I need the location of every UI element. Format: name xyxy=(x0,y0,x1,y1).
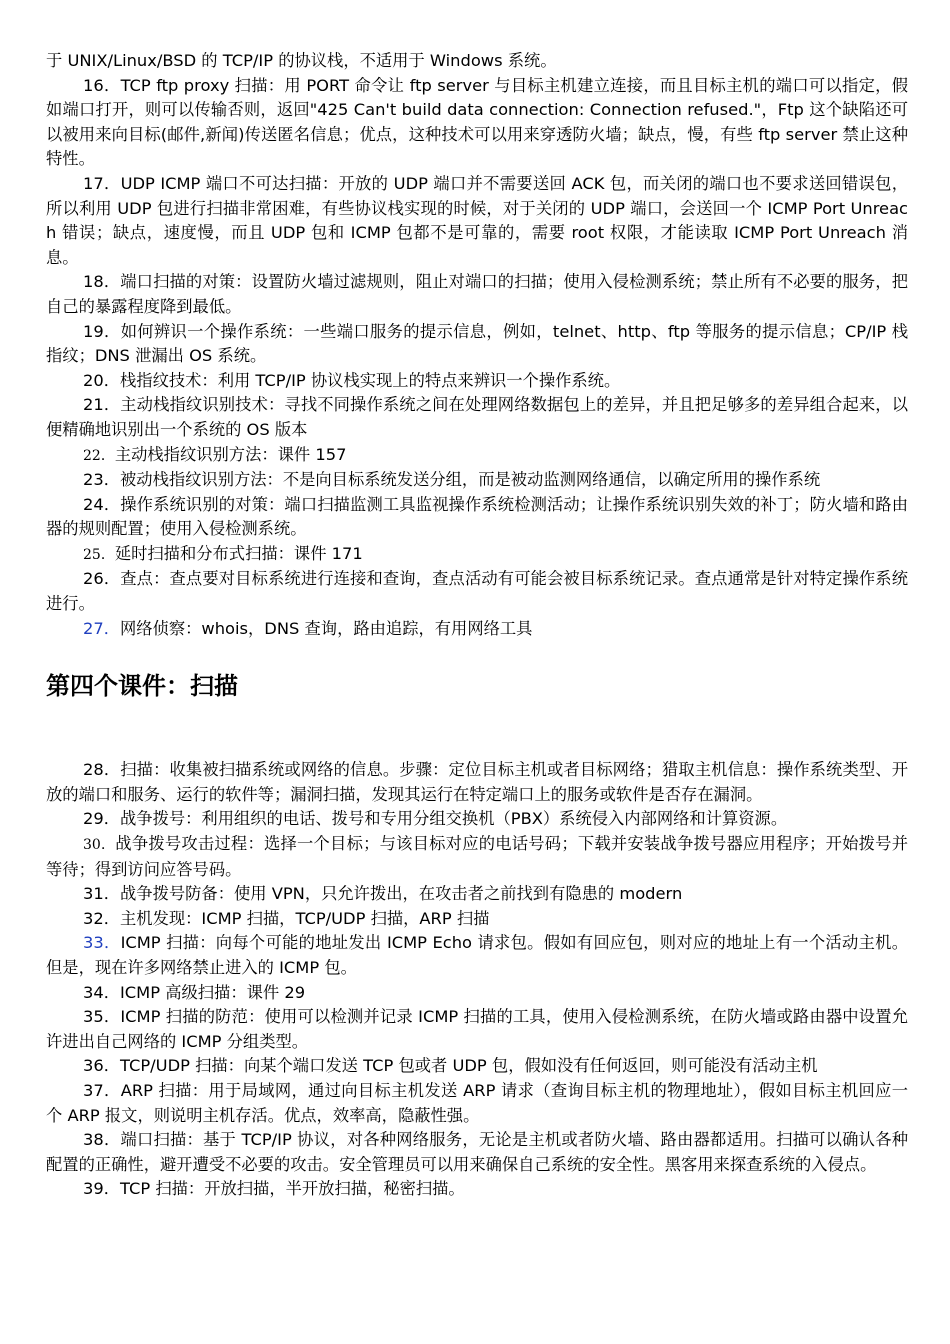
item-number: 29． xyxy=(83,809,120,829)
list-item xyxy=(46,832,908,882)
item-text: 如何辨识一个操作系统：一些端口服务的提示信息，例如，telnet、http、ftp 等服务的提示信息；CP/IP 栈指纹；DNS 泄漏出 OS 系统。 xyxy=(46,321,908,366)
item-text: 主动栈指纹识别方法：课件 157 xyxy=(114,444,347,464)
item-number: 34． xyxy=(83,982,120,1002)
lead-paragraph: 于 UNIX/Linux/BSD 的 TCP/IP 的协议栈，不适用于 Windows 系统。 xyxy=(46,51,557,70)
item-number: 19． xyxy=(83,321,121,341)
document-page xyxy=(46,49,908,1202)
item-number: 37． xyxy=(83,1080,121,1100)
list-item xyxy=(46,74,908,172)
list-item xyxy=(46,1079,908,1128)
item-text: 主机发现：ICMP 扫描，TCP/UDP 扫描，ARP 扫描 xyxy=(120,908,490,928)
item-number: 26． xyxy=(83,569,121,589)
list-item xyxy=(46,172,908,270)
item-text: 端口扫描的对策：设置防火墙过滤规则，阻止对端口的扫描；使用入侵检测系统；禁止所有不必要的服务，把自己的暴露程度降到最低。 xyxy=(46,272,908,316)
list-item xyxy=(46,443,908,469)
item-text: 栈指纹技术：利用 TCP/IP 协议栈实现上的特点来辨识一个操作系统。 xyxy=(120,370,621,390)
item-number: 38． xyxy=(83,1130,121,1150)
item-number: 20． xyxy=(83,370,120,390)
list-item xyxy=(46,907,908,932)
list-item xyxy=(46,270,908,319)
item-text: ICMP 扫描的防范：使用可以检测并记录 ICMP 扫描的工具，使用入侵检测系统，在防火墙或路由器中设置允许进出自己网络的 ICMP 分组类型。 xyxy=(46,1007,908,1051)
section-gap xyxy=(46,701,908,758)
item-text: 延时扫描和分布式扫描：课件 171 xyxy=(114,543,363,563)
list-item xyxy=(46,1128,908,1177)
list-item xyxy=(46,882,908,907)
item-text: 查点：查点要对目标系统进行连接和查询，查点活动有可能会被目标系统记录。查点通常是针对特定操作系统进行。 xyxy=(46,569,908,614)
item-number: 31． xyxy=(83,884,120,904)
list-item xyxy=(46,807,908,832)
item-number: 28． xyxy=(83,760,121,780)
item-number: 23． xyxy=(83,470,120,490)
item-text: TCP ftp proxy 扫描：用 PORT 命令让 ftp server 与目标主机建立连接，而且目标主机的端口可以指定，假如端口打开，则可以传输否则，返回"425 Can't build data connection: Connection refused."，Ftp 这个缺陷还可以被用来向目标(邮件,新闻)传送匿名信息；优点，这种技术可以用来穿透防火墙；缺点，慢，有些 ftp server 禁止这种特性。 xyxy=(46,75,908,169)
list-item xyxy=(46,542,908,568)
list-item xyxy=(46,369,908,394)
item-number: 36． xyxy=(83,1056,120,1076)
list-item xyxy=(46,981,908,1006)
item-number: 39． xyxy=(83,1179,120,1199)
list-item xyxy=(46,567,908,616)
item-number: 16． xyxy=(83,75,121,95)
item-number: 22． xyxy=(83,447,115,464)
item-number: 21． xyxy=(83,395,121,415)
list-item xyxy=(46,931,908,980)
item-text: 端口扫描：基于 TCP/IP 协议，对各种网络服务，无论是主机或者防火墙、路由器都适用。扫描可以确认各种配置的正确性，避开遭受不必要的攻击。安全管理员可以用来确保自己系统的安全性。黑客用来探查系统的入侵点。 xyxy=(46,1130,908,1174)
item-number: 30． xyxy=(83,837,116,854)
item-text: ICMP 扫描：向每个可能的地址发出 ICMP Echo 请求包。假如有回应包，则对应的地址上有一个活动主机。但是，现在许多网络禁止进入的 ICMP 包。 xyxy=(46,933,908,977)
item-number: 33． xyxy=(83,933,121,953)
item-number: 35． xyxy=(83,1007,121,1027)
item-number: 25． xyxy=(83,546,115,563)
list-item xyxy=(46,758,908,807)
item-number: 27． xyxy=(83,618,120,638)
item-text: 操作系统识别的对策：端口扫描监测工具监视操作系统检测活动；让操作系统识别失效的补丁；防火墙和路由器的规则配置；使用入侵检测系统。 xyxy=(46,494,908,539)
list-item xyxy=(46,1054,908,1079)
list-item xyxy=(46,617,908,642)
item-text: 被动栈指纹识别方法：不是向目标系统发送分组，而是被动监测网络通信，以确定所用的操作系统 xyxy=(120,470,821,490)
item-text: 主动栈指纹识别技术：寻找不同操作系统之间在处理网络数据包上的差异，并且把足够多的差异组合起来，以便精确地识别出一个系统的 OS 版本 xyxy=(46,395,908,439)
section-heading: 第四个课件：扫描 xyxy=(46,672,238,701)
item-number: 18． xyxy=(83,272,121,292)
item-text: 网络侦察：whois，DNS 查询，路由追踪，有用网络工具 xyxy=(120,618,533,638)
list-item xyxy=(46,320,908,369)
item-text: TCP 扫描：开放扫描，半开放扫描，秘密扫描。 xyxy=(120,1179,465,1199)
list-item xyxy=(46,1177,908,1202)
list-item xyxy=(46,393,908,442)
item-number: 17． xyxy=(83,173,121,193)
item-number: 32． xyxy=(83,908,120,928)
item-text: ARP 扫描：用于局域网，通过向目标主机发送 ARP 请求（查询目标主机的物理地址），假如目标主机回应一个 ARP 报文，则说明主机存活。优点，效率高，隐蔽性强。 xyxy=(46,1080,908,1125)
list-item xyxy=(46,468,908,493)
items-before-section xyxy=(46,74,908,642)
item-text: 战争拨号：利用组织的电话、拨号和专用分组交换机（PBX）系统侵入内部网络和计算资源。 xyxy=(120,809,788,829)
item-text: 战争拨号防备：使用 VPN，只允许拨出，在攻击者之前找到有隐患的 modern xyxy=(120,884,683,904)
item-text: ICMP 高级扫描：课件 29 xyxy=(120,982,306,1002)
item-number: 24． xyxy=(83,494,121,514)
list-item xyxy=(46,1005,908,1054)
item-text: UDP ICMP 端口不可达扫描：开放的 UDP 端口并不需要送回 ACK 包，而关闭的端口也不要求送回错误包，所以利用 UDP 包进行扫描非常困难，有些协议栈实现的时候，对于关闭的 UDP 端口，会送回一个 ICMP Port Unreach 错误；缺点，速度慢，而且 UDP 包和 ICMP 包都不是可靠的，需要 root 权限，才能读取 ICMP Port Unreach 消息。 xyxy=(46,173,908,267)
item-text: 扫描：收集被扫描系统或网络的信息。步骤：定位目标主机或者目标网络；猎取主机信息：操作系统类型、开放的端口和服务、运行的软件等；漏洞扫描，发现其运行在特定端口上的服务或软件是否存在漏洞。 xyxy=(46,760,908,804)
item-text: TCP/UDP 扫描：向某个端口发送 TCP 包或者 UDP 包，假如没有任何返回，则可能没有活动主机 xyxy=(120,1056,818,1076)
list-item xyxy=(46,493,908,542)
items-after-section xyxy=(46,758,908,1202)
item-text: 战争拨号攻击过程：选择一个目标；与该目标对应的电话号码；下载并安装战争拨号器应用程序；开始拨号并等待；得到访问应答号码。 xyxy=(46,834,908,879)
